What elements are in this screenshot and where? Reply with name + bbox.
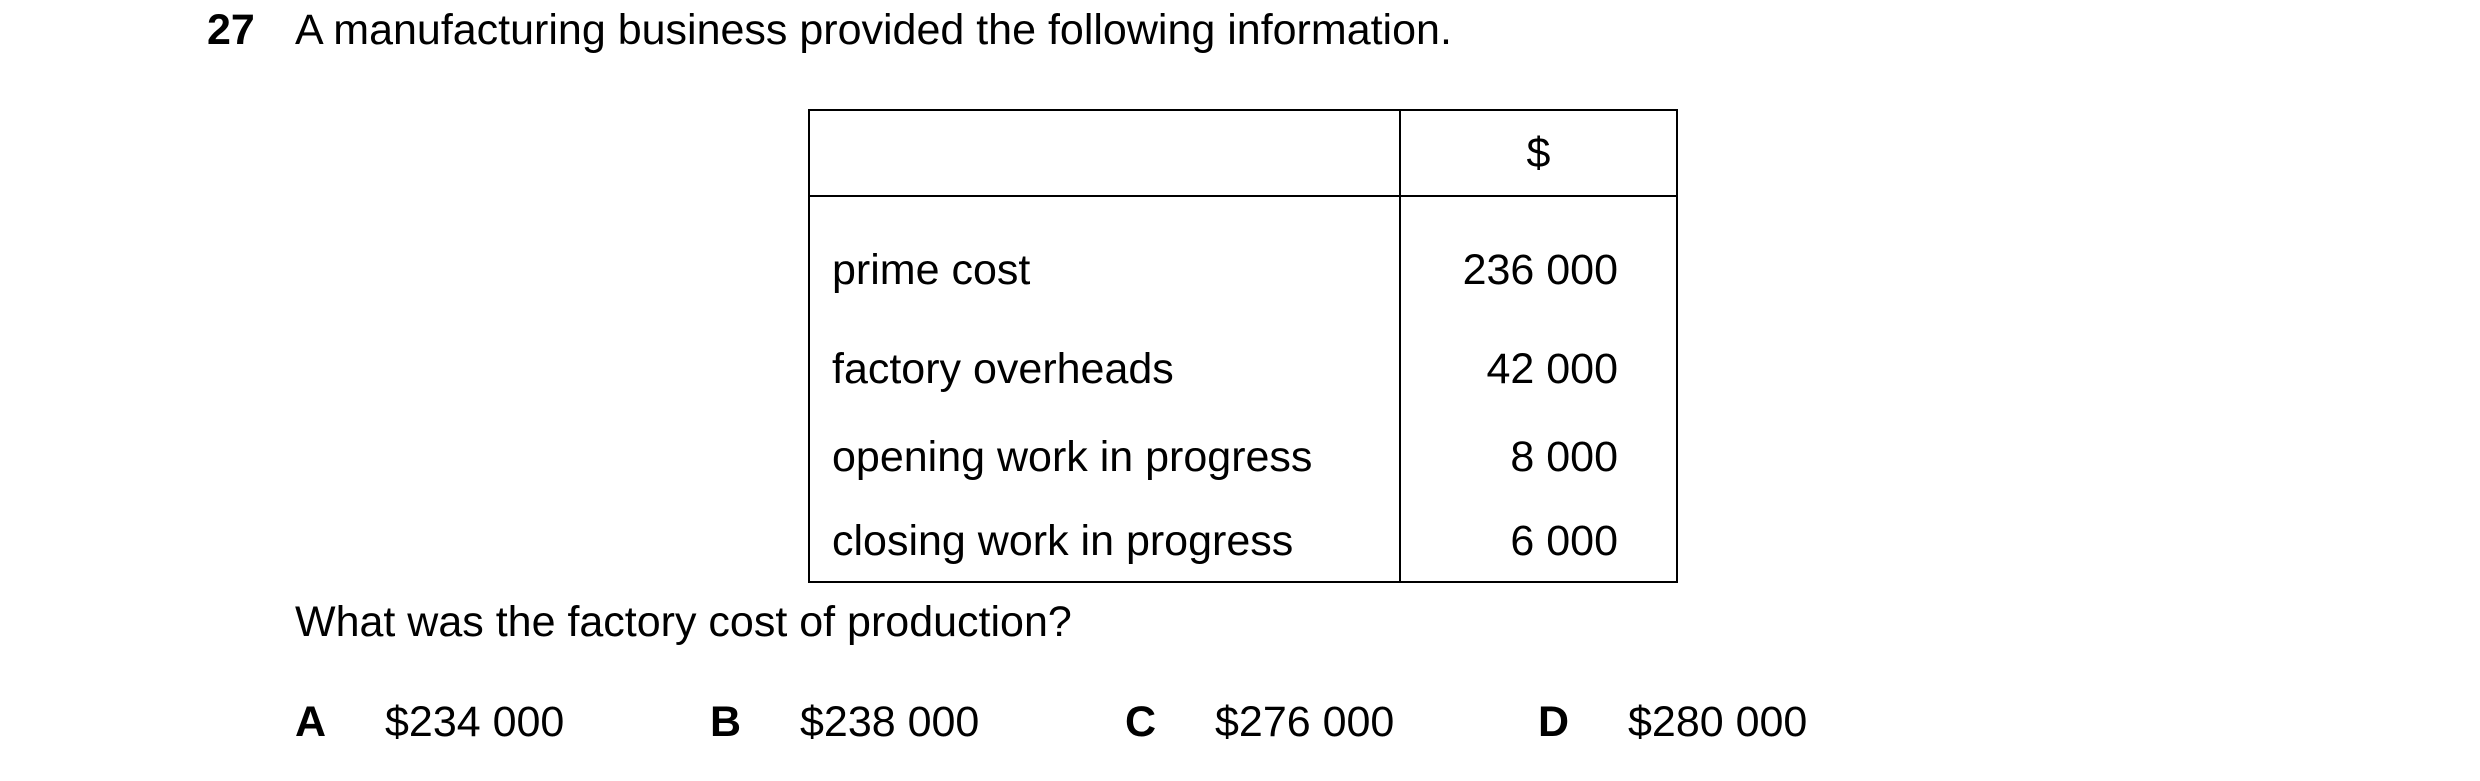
- row-value: 6 000: [1400, 501, 1677, 582]
- row-label: factory overheads: [809, 325, 1400, 413]
- row-label: prime cost: [809, 196, 1400, 325]
- option-amount: $238 000: [800, 698, 980, 746]
- question-prompt: What was the factory cost of production?: [295, 598, 1072, 646]
- option-amount: $234 000: [385, 698, 565, 746]
- option-amount: $280 000: [1628, 698, 1808, 746]
- option-amount: $276 000: [1215, 698, 1395, 746]
- information-table: [808, 109, 1678, 583]
- header-label-cell: [809, 110, 1400, 196]
- table-header-row: [809, 110, 1677, 196]
- table-row: [809, 325, 1677, 413]
- table-row: [809, 501, 1677, 582]
- option-letter: C: [1125, 698, 1157, 746]
- table-row: [809, 196, 1677, 325]
- row-label: closing work in progress: [809, 501, 1400, 582]
- row-value: 42 000: [1400, 325, 1677, 413]
- question-number: 27: [207, 6, 255, 54]
- row-value: 236 000: [1400, 196, 1677, 325]
- row-value: 8 000: [1400, 413, 1677, 501]
- question-stem: A manufacturing business provided the following information.: [295, 6, 1452, 54]
- table-row: [809, 413, 1677, 501]
- option-letter: B: [710, 698, 742, 746]
- header-unit-cell: $: [1400, 110, 1677, 196]
- option-letter: A: [295, 698, 327, 746]
- option-letter: D: [1538, 698, 1570, 746]
- row-label: opening work in progress: [809, 413, 1400, 501]
